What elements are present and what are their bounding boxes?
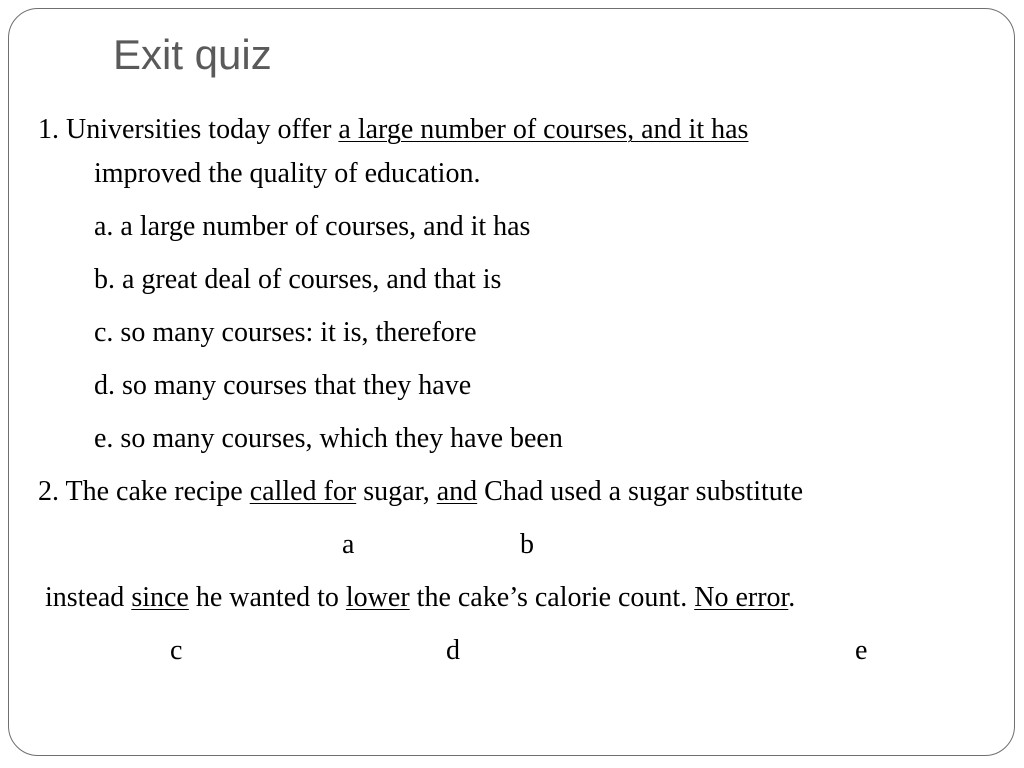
question-2-underline-b: and [436,476,478,507]
marker-b: b [520,529,534,560]
question-1-prefix: 1. Universities today offer [38,114,339,145]
question-1-option-d: d. so many courses that they have [94,370,472,401]
marker-c: c [170,635,183,666]
question-2-text: instead [45,582,132,613]
question-2-text: sugar, [356,476,437,507]
marker-a: a [342,529,355,560]
question-1-continuation: improved the quality of education. [94,158,481,189]
question-2-underline-a: called for [249,476,357,507]
question-2-line-2 [45,581,795,615]
question-1-underlined-phrase: a large number of courses, and it has [338,114,749,145]
question-2-text: he wanted to [188,582,346,613]
marker-d: d [446,635,460,666]
question-2-text: . [788,582,796,613]
slide-title: Exit quiz [113,31,272,78]
question-1-option-e: e. so many courses, which they have been [94,423,563,454]
question-2-line-1 [38,475,803,509]
question-1-stem [38,113,748,147]
question-1-option-c: c. so many courses: it is, therefore [94,317,477,348]
question-1-option-a: a. a large number of courses, and it has [94,211,531,242]
question-1-option-b: b. a great deal of courses, and that is [94,264,502,295]
question-2-text: the cake’s calorie count. [409,582,695,613]
marker-e: e [855,635,868,666]
question-2-text: Chad used a sugar substitute [477,476,804,507]
question-2-underline-c: since [131,582,189,613]
question-2-underline-e: No error [694,582,789,613]
question-2-text: 2. The cake recipe [38,476,250,507]
question-2-underline-d: lower [345,582,410,613]
